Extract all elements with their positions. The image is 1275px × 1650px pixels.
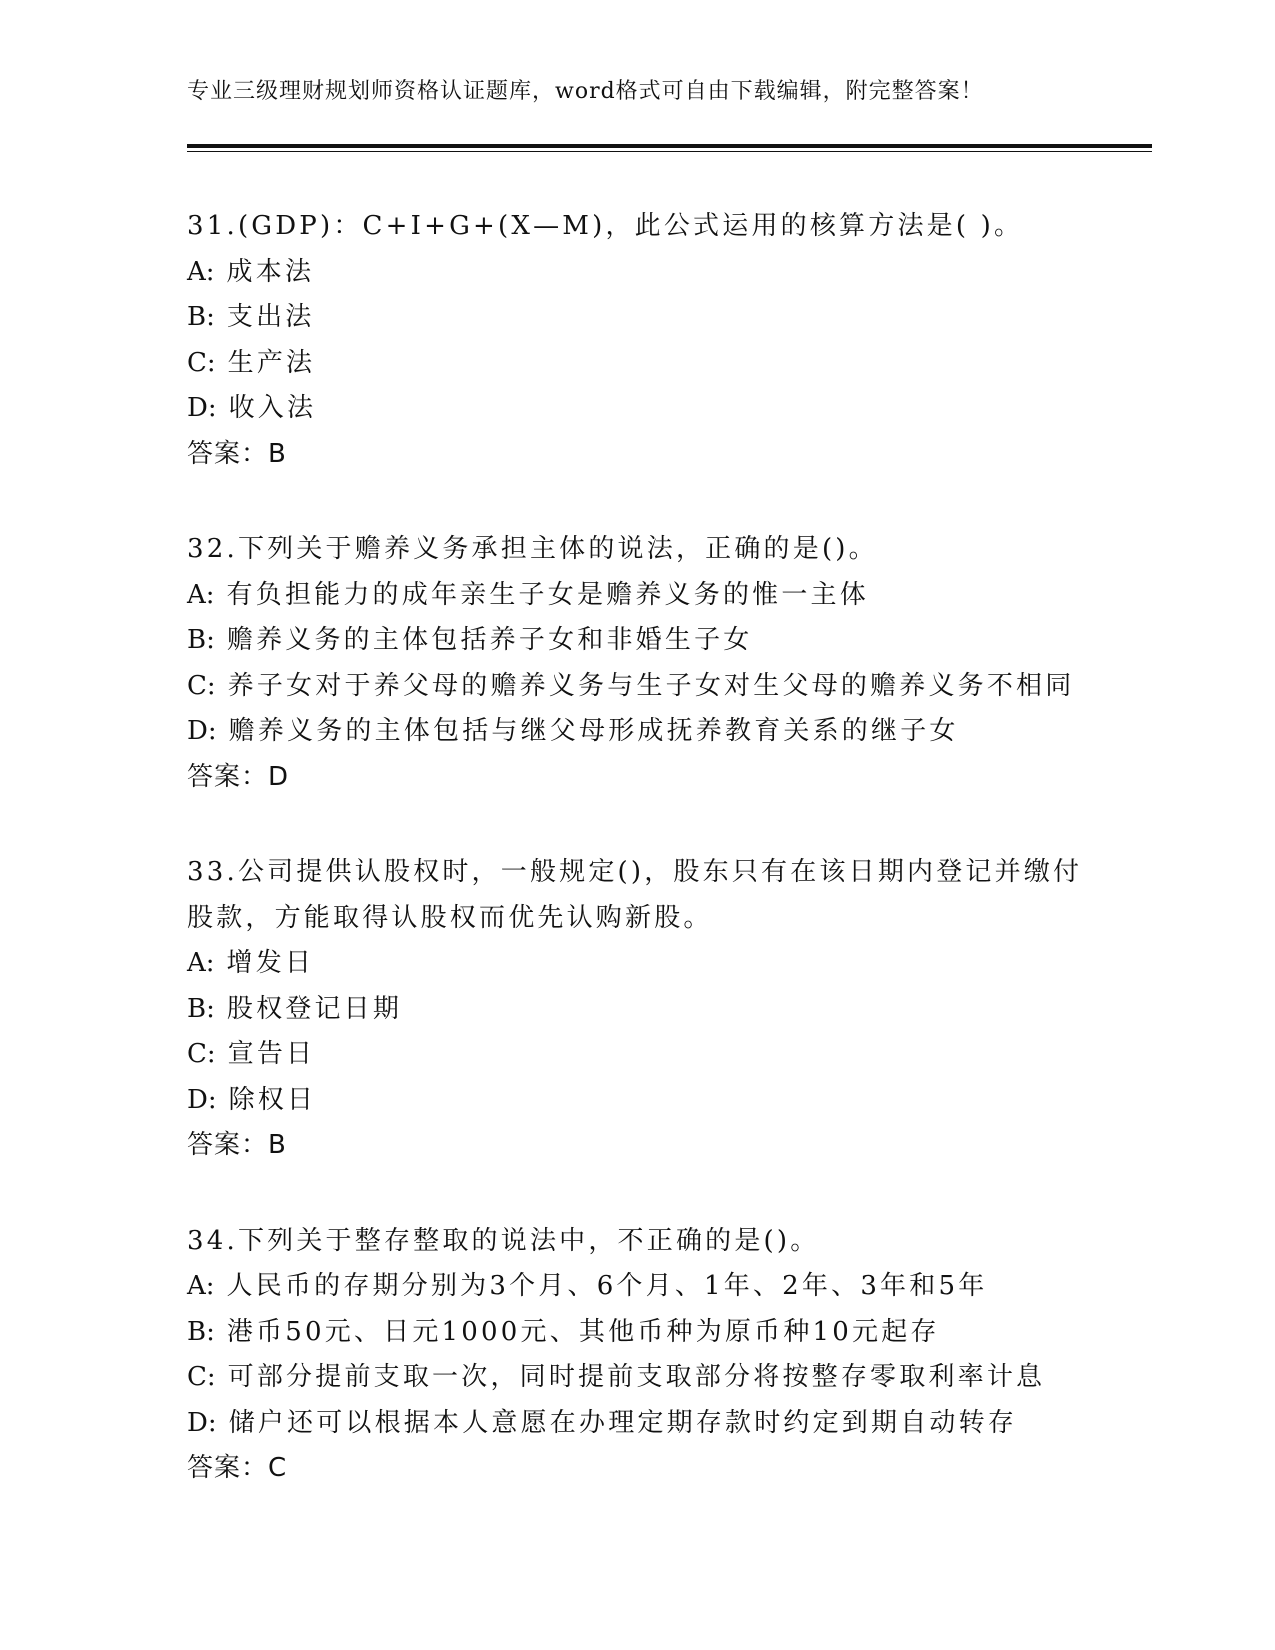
option-d	[187, 1401, 1087, 1447]
option-letter: D:	[187, 1084, 217, 1115]
option-text: 宣告日	[227, 1039, 316, 1069]
question-list	[187, 204, 1087, 1542]
option-text: 增发日	[226, 948, 315, 978]
option-c	[187, 1355, 1087, 1401]
answer: 答案：C	[187, 1453, 288, 1483]
option-text: 赡养义务的主体包括与继父母形成抚养教育关系的继子女	[228, 716, 959, 746]
option-letter: C:	[187, 1362, 216, 1392]
option-d	[187, 1078, 1087, 1124]
option-letter: D:	[187, 716, 217, 746]
question-stem: 34.下列关于整存整取的说法中，不正确的是()。	[187, 1225, 820, 1256]
option-text: 股权登记日期	[226, 993, 403, 1024]
option-b	[187, 987, 1087, 1033]
option-a	[187, 941, 1087, 987]
answer: 答案：D	[187, 761, 290, 792]
header-rule-thin	[187, 151, 1152, 152]
question-stem: 31.(GDP)：C+I+G+(X—M)，此公式运用的核算方法是( )。	[187, 211, 1024, 241]
question-31	[187, 204, 1087, 477]
option-text: 储户还可以根据本人意愿在办理定期存款时约定到期自动转存	[228, 1407, 1018, 1438]
option-letter: B:	[187, 1316, 215, 1347]
option-a	[187, 1264, 1087, 1310]
option-c	[187, 341, 1087, 387]
question-stem: 32.下列关于赡养义务承担主体的说法，正确的是()。	[187, 534, 878, 564]
option-b	[187, 1310, 1087, 1356]
option-text: 收入法	[228, 393, 317, 423]
option-letter: C:	[187, 670, 216, 701]
header-rule-thick	[187, 144, 1152, 148]
option-text: 除权日	[228, 1084, 317, 1115]
option-text: 生产法	[227, 347, 316, 378]
answer: 答案：B	[187, 438, 287, 469]
option-letter: A:	[187, 579, 215, 610]
option-letter: D:	[187, 393, 217, 423]
question-34	[187, 1219, 1087, 1492]
option-a	[187, 250, 1087, 296]
option-text: 支出法	[226, 302, 315, 332]
option-letter: C:	[187, 347, 216, 378]
question-stem-continued: 股款，方能取得认股权而优先认购新股。	[187, 902, 713, 933]
option-text: 可部分提前支取一次，同时提前支取部分将按整存零取利率计息	[227, 1362, 1046, 1392]
option-c	[187, 664, 1087, 710]
option-letter: D:	[187, 1407, 217, 1438]
option-c	[187, 1032, 1087, 1078]
question-stem: 33.公司提供认股权时，一般规定()，股东只有在该日期内登记并缴付	[187, 857, 1083, 887]
option-text: 养子女对于养父母的赡养义务与生子女对生父母的赡养义务不相同	[227, 670, 1075, 701]
answer: 答案：B	[187, 1130, 287, 1160]
option-letter: B:	[187, 625, 215, 655]
option-letter: A:	[187, 1271, 215, 1301]
option-d	[187, 709, 1087, 755]
option-letter: A:	[187, 948, 215, 978]
option-letter: C:	[187, 1039, 216, 1069]
question-33	[187, 850, 1087, 1169]
option-text: 赡养义务的主体包括养子女和非婚生子女	[226, 625, 753, 655]
option-a	[187, 573, 1087, 619]
page-header: 专业三级理财规划师资格认证题库，word格式可自由下载编辑，附完整答案！	[187, 79, 984, 104]
option-letter: B:	[187, 993, 215, 1024]
option-letter: A:	[187, 256, 215, 287]
option-text: 港币50元、日元1000元、其他币种为原币种10元起存	[226, 1316, 940, 1347]
option-text: 有负担能力的成年亲生子女是赡养义务的惟一主体	[226, 579, 869, 610]
option-b	[187, 295, 1087, 341]
question-32	[187, 527, 1087, 800]
option-text: 人民币的存期分别为3个月、6个月、1年、2年、3年和5年	[226, 1271, 988, 1301]
option-b	[187, 618, 1087, 664]
option-letter: B:	[187, 302, 215, 332]
option-d	[187, 386, 1087, 432]
option-text: 成本法	[226, 256, 315, 287]
